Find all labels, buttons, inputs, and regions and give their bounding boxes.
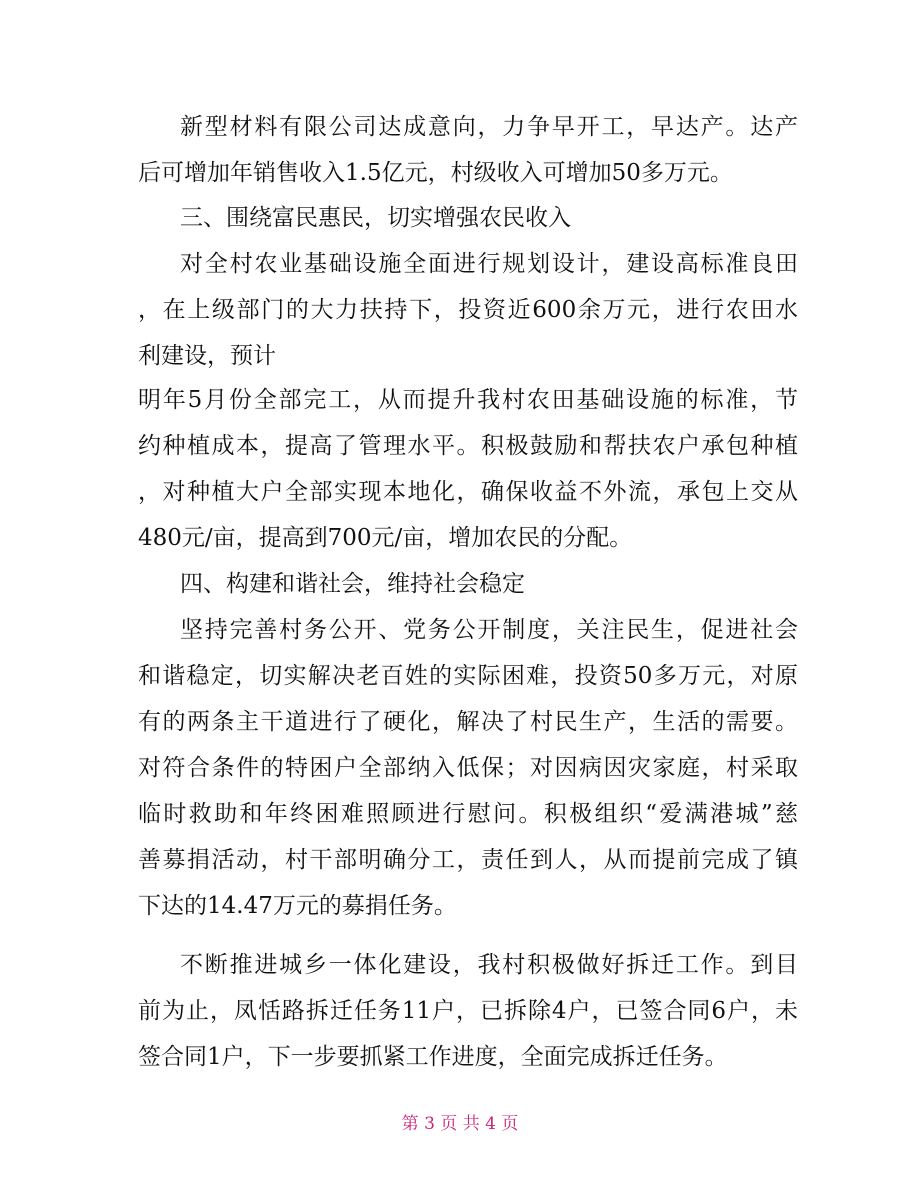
text-line-16: 临时救助和年终困难照顾进行慰问。积极组织“爱满港城”慈 — [138, 801, 798, 827]
text-line-4: 对全村农业基础设施全面进行规划设计，建设高标准良田 — [180, 251, 798, 277]
text-line-19: 不断推进城乡一体化建设，我村积极做好拆迁工作。到目 — [180, 952, 798, 978]
text-line-7: 明年5月份全部完工，从而提升我村农田基础设施的标准，节 — [138, 387, 798, 413]
text-line-13: 和谐稳定，切实解决老百姓的实际困难，投资50多万元，对原 — [138, 663, 798, 689]
section-heading-4: 四、构建和谐社会，维持社会稳定 — [180, 571, 525, 597]
text-line-17: 善募捐活动，村干部明确分工，责任到人，从而提前完成了镇 — [138, 847, 798, 873]
text-line-9: ，对种植大户全部实现本地化，确保收益不外流，承包上交从 — [138, 479, 798, 505]
text-line-2: 后可增加年销售收入1.5亿元，村级收入可增加50多万元。 — [138, 160, 733, 186]
text-line-20: 前为止，凤恬路拆迁任务11户，已拆除4户，已签合同6户，未 — [138, 998, 798, 1024]
text-line-15: 对符合条件的特困户全部纳入低保；对因病因灾家庭，村采取 — [138, 755, 798, 781]
section-heading-3: 三、围绕富民惠民，切实增强农民收入 — [180, 205, 571, 231]
text-line-5: ，在上级部门的大力扶持下，投资近600余万元，进行农田水 — [138, 297, 798, 323]
text-line-10: 480元/亩，提高到700元/亩，增加农民的分配。 — [138, 525, 633, 551]
text-line-14: 有的两条主干道进行了硬化，解决了村民生产，生活的需要。 — [138, 709, 798, 735]
text-line-6: 利建设，预计 — [138, 343, 276, 369]
text-line-8: 约种植成本，提高了管理水平。积极鼓励和帮扶农户承包种植 — [138, 433, 798, 459]
text-line-1: 新型材料有限公司达成意向，力争早开工，早达产。达产 — [180, 114, 798, 140]
text-line-18: 下达的14.47万元的募捐任务。 — [138, 893, 457, 919]
page-number-footer: 第 3 页 共 4 页 — [401, 1114, 519, 1134]
text-line-21: 签合同1户，下一步要抓紧工作进度，全面完成拆迁任务。 — [138, 1044, 728, 1070]
text-line-12: 坚持完善村务公开、党务公开制度，关注民生，促进社会 — [180, 617, 798, 643]
